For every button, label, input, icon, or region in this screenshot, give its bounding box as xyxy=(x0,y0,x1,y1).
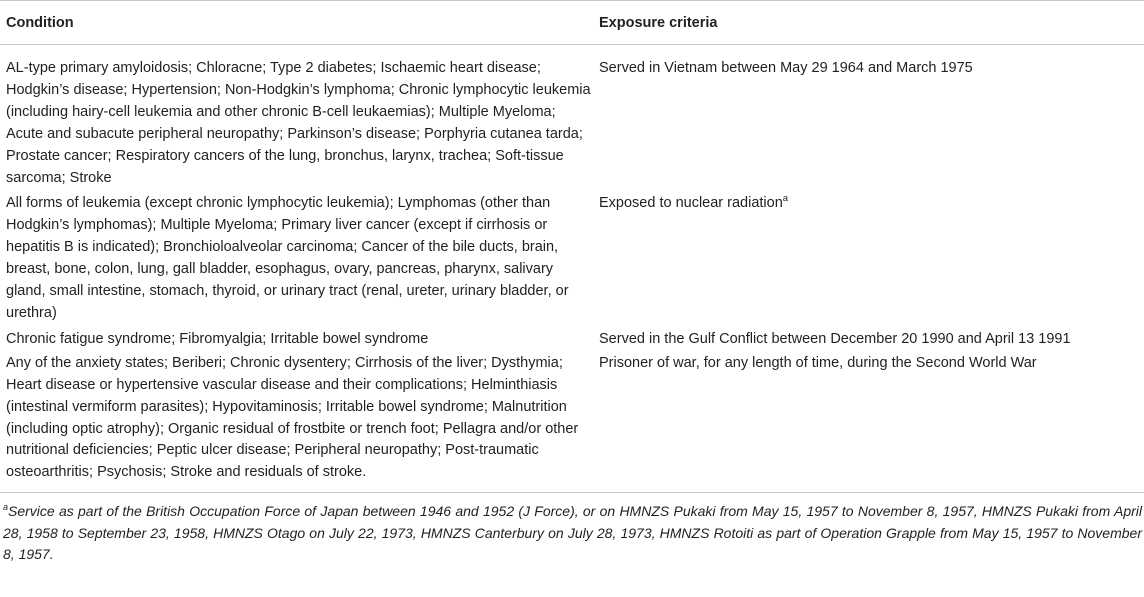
table-row xyxy=(0,192,1144,327)
header-condition: Condition xyxy=(6,14,74,31)
condition-cell: AL-type primary amyloidosis; Chloracne; Type 2 diabetes; Ischaemic heart disease; Hodgkin’s disease; Hypertension; Non-Hodgkin’s lymphoma; Chronic lymphocytic leukemia (including hairy-cell leukemia and other chronic B-cell leukaemias); Multiple Myeloma; Acute and subacute peripheral neuropathy; Parkinson’s disease; Porphyria cutanea tarda; Prostate cancer; Respiratory cancers of the lung, bronchus, larynx, trachea; Soft-tissue sarcoma; Stroke xyxy=(6,60,591,186)
footnote-marker: a xyxy=(3,501,9,512)
condition-cell: Any of the anxiety states; Beriberi; Chronic dysentery; Cirrhosis of the liver; Dysthymia; Heart disease or hypertensive vascular disease and their complications; Helminthiasis (intestinal vermiform parasites); Hypovitaminosis; Irritable bowel syndrome; Malnutrition (including optic atrophy); Organic residual of frostbite or trench foot; Pellagra and/or other nutritional deficiencies; Peptic ulcer disease; Peripheral neuropathy; Post-traumatic osteoarthritis; Psychosis; Stroke and residuals of stroke. xyxy=(6,354,579,481)
exposure-cell: Prisoner of war, for any length of time, during the Second World War xyxy=(599,354,1037,371)
footnote-marker: a xyxy=(782,192,789,204)
header-exposure-criteria: Exposure criteria xyxy=(599,14,718,31)
condition-cell: Chronic fatigue syndrome; Fibromyalgia; Irritable bowel syndrome xyxy=(6,330,429,347)
footnote-text: Service as part of the British Occupation Force of Japan between 1946 and 1952 (J Force), or on HMNZS Pukaki from May 15, 1957 to November 8, 1957, HMNZS Pukaki from April 28, 1958 to September 23, 1958, HMNZS Otago on July 22, 1973, HMNZS Canterbury on July 28, 1973, HMNZS Rotoiti as part of Operation Grapple from May 15, 1957 to November 8, 1957. xyxy=(3,503,1142,563)
exposure-cell: Served in Vietnam between May 29 1964 and March 1975 xyxy=(599,60,973,76)
exposure-text: Exposed to nuclear radiation xyxy=(599,195,783,212)
table-header xyxy=(0,1,1144,45)
header-row xyxy=(0,1,1144,45)
exposure-cell xyxy=(592,192,1144,327)
table-body xyxy=(0,45,1144,493)
exposure-cell: Served in the Gulf Conflict between December 20 1990 and April 13 1991 xyxy=(599,330,1071,347)
table-row xyxy=(0,352,1144,493)
condition-cell: All forms of leukemia (except chronic lymphocytic leukemia); Lymphomas (other than Hodgkin’s lymphomas); Multiple Myeloma; Primary liver cancer (except if cirrhosis or hepatitis B is indicated); Bronchioloalveolar carcinoma; Cancer of the bile ducts, brain, breast, bone, colon, lung, gall bladder, esophagus, ovary, pancreas, pharynx, salivary gland, small intestine, stomach, thyroid, or urinary tract (renal, ureter, urinary bladder, or urethra) xyxy=(6,195,569,321)
table-row xyxy=(0,45,1144,193)
table-row xyxy=(0,328,1144,352)
table-footnote xyxy=(0,493,1144,566)
